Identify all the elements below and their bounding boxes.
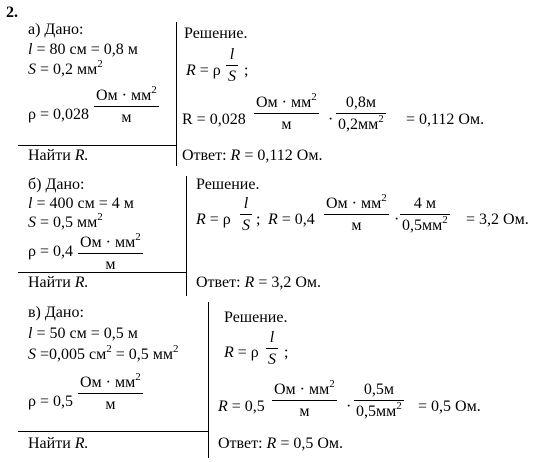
calculation-unit-fraction: Ом · $мм^2$ м <box>256 91 317 133</box>
given-resistivity: ρ = 0,4 <box>28 243 74 260</box>
calculation-result: = 3,2 Ом. <box>466 211 529 228</box>
calculation-unit-fraction: Ом · $мм^2$ м <box>274 378 335 420</box>
calculation-value-fraction: 4 м $0,5мм^2$ <box>402 195 448 234</box>
answer: Ответ: R = 3,2 Ом. <box>196 274 322 291</box>
calculation-result: = 0,5 Ом. <box>418 398 481 415</box>
given-area: S = 0,5 $мм^2$ <box>28 211 103 231</box>
resistivity-unit-fraction: Ом · $мм^2$ м <box>80 231 141 273</box>
given-divider <box>18 431 208 432</box>
formula: R = ρ <box>186 62 221 79</box>
given-length: l = 400 см = 4 м <box>28 195 134 212</box>
calculation-result: = 0,112 Ом. <box>406 111 485 128</box>
calculation-prefix: R = 0,5 <box>218 398 265 415</box>
given-divider <box>18 145 176 146</box>
solution-header: Решение. <box>224 309 288 326</box>
given-header: б) Дано: <box>28 176 85 193</box>
solution-header: Решение. <box>196 176 260 193</box>
given-header: в) Дано: <box>28 304 84 321</box>
calculation-prefix: R = 0,4 <box>268 211 315 228</box>
formula-fraction: l S <box>228 46 236 85</box>
section-divider <box>208 302 209 458</box>
formula: R = ρ <box>224 344 259 361</box>
calculation-value-fraction: 0,8м $0,2мм^2$ <box>338 94 384 133</box>
formula-end: ; <box>256 211 261 228</box>
section-divider <box>176 22 177 166</box>
given-header: а) Дано: <box>28 21 84 38</box>
given-length: l = 50 см = 0,5 м <box>28 325 138 342</box>
given-length: l = 80 см = 0,8 м <box>28 41 138 58</box>
answer: Ответ: R = 0,112 Ом. <box>182 147 323 164</box>
calculation-prefix: R = 0,028 <box>182 111 246 128</box>
multiply-dot: · <box>346 398 352 415</box>
formula-end: ; <box>244 62 249 79</box>
given-resistivity: ρ = 0,5 <box>28 393 74 410</box>
given-area: S = 0,2 $мм^2$ <box>28 58 103 78</box>
calculation-unit-fraction: Ом · $мм^2$ м <box>326 192 387 234</box>
multiply-dot: · <box>328 111 334 128</box>
given-area: S =0,005 $см^2 = 0,5$ $мм^2$ <box>28 343 179 363</box>
answer: Ответ: R = 0,5 Ом. <box>218 435 344 452</box>
multiply-dot: · <box>394 211 400 228</box>
resistivity-unit-fraction: Ом · $мм^2$ м <box>80 371 141 413</box>
formula-end: ; <box>284 344 289 361</box>
section-divider <box>186 176 187 296</box>
resistivity-unit-fraction: Ом · $мм^2$ м <box>96 84 157 126</box>
formula-fraction: l S <box>242 195 250 234</box>
problem-number: 2. <box>6 4 18 21</box>
find-label: Найти R. <box>28 274 89 291</box>
formula: R = ρ <box>196 211 231 228</box>
solution-header: Решение. <box>184 25 248 42</box>
find-label: Найти R. <box>28 147 89 164</box>
calculation-value-fraction: 0,5м $0,5мм^2$ <box>356 381 402 420</box>
given-divider <box>18 272 186 273</box>
given-resistivity: ρ = 0,028 <box>28 106 90 123</box>
formula-fraction: l S <box>268 329 276 368</box>
find-label: Найти R. <box>28 435 89 452</box>
